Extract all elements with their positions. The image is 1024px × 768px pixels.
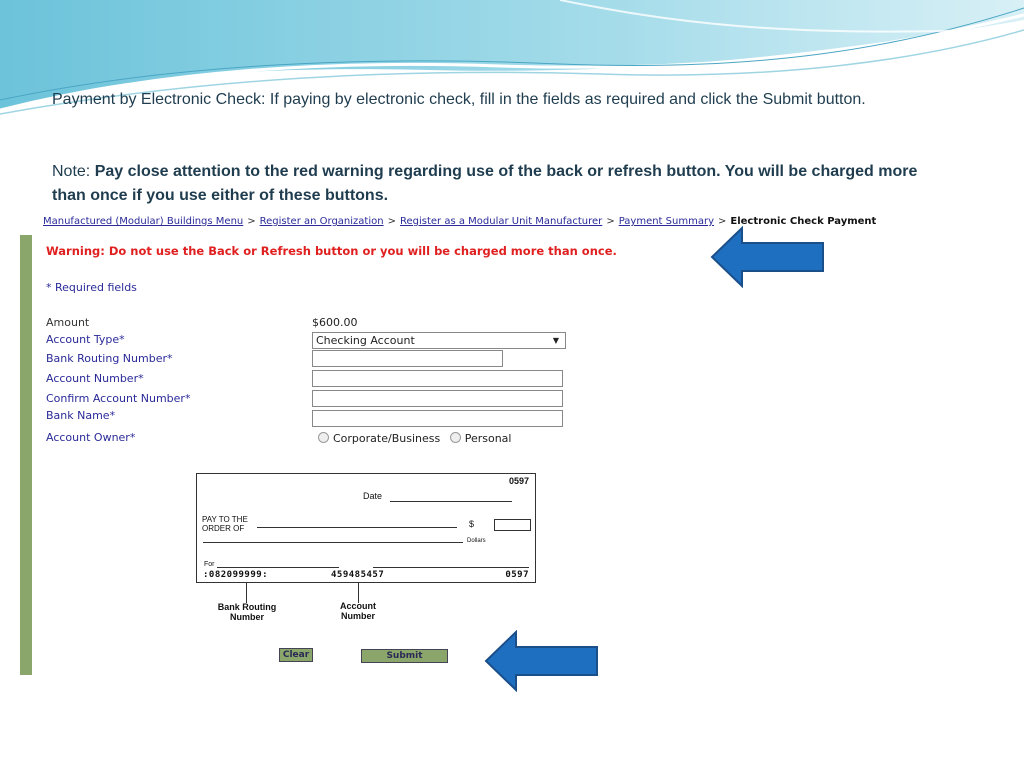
breadcrumb-link-register-organization[interactable]: Register an Organization — [259, 216, 384, 227]
check-for-label: For — [204, 561, 215, 568]
check-date-line — [390, 501, 512, 502]
left-accent-bar — [20, 235, 32, 675]
check-date-label: Date — [363, 491, 383, 501]
account-caption-line2: Number — [340, 611, 375, 621]
account-owner-label: Account Owner* — [46, 431, 136, 444]
account-number-label: Account Number* — [46, 372, 144, 385]
note-emphasis: Pay close attention to the red warning regarding use of the back or refresh button. You will be charged more than once if you use either of these buttons. — [52, 163, 918, 204]
check-dollars-label: Dollars — [467, 538, 486, 544]
account-type-label: Account Type* — [46, 333, 125, 346]
account-owner-options — [318, 432, 511, 445]
check-dollar-sign: $ — [469, 519, 475, 529]
breadcrumb-separator: > — [606, 216, 615, 227]
confirm-account-number-label: Confirm Account Number* — [46, 392, 191, 405]
account-number-caption — [320, 601, 396, 621]
routing-number-label: Bank Routing Number* — [46, 352, 173, 365]
check-number: 0597 — [508, 476, 529, 486]
clear-button[interactable]: Clear — [279, 648, 313, 662]
check-micr-routing: :082099999: — [203, 570, 269, 580]
routing-caption-line2: Number — [229, 612, 264, 622]
radio-corporate-label: Corporate/Business — [333, 432, 441, 445]
confirm-account-number-input[interactable] — [312, 390, 563, 407]
check-pay-to-line1: PAY TO THE — [202, 515, 248, 524]
account-type-select[interactable] — [312, 332, 566, 349]
radio-personal[interactable] — [450, 432, 461, 443]
breadcrumb-separator: > — [387, 216, 396, 227]
breadcrumb-link-buildings-menu[interactable]: Manufactured (Modular) Buildings Menu — [43, 216, 244, 227]
note-prefix: Note: — [52, 163, 95, 180]
check-pay-to-label — [202, 515, 248, 533]
warning-message: Warning: Do not use the Back or Refresh button or you will be charged more than once. — [46, 244, 617, 258]
dropdown-arrow-icon: ▼ — [552, 336, 559, 345]
account-number-input[interactable] — [312, 370, 563, 387]
radio-corporate[interactable] — [318, 432, 329, 443]
routing-caption-line1: Bank Routing — [217, 602, 277, 612]
breadcrumb-link-payment-summary[interactable]: Payment Summary — [618, 216, 714, 227]
sample-check-illustration — [196, 473, 536, 583]
check-amount-box — [494, 519, 531, 531]
breadcrumb-separator: > — [718, 216, 727, 227]
check-signature-line — [373, 567, 529, 568]
account-type-selected: Checking Account — [316, 334, 415, 347]
breadcrumb-current: Electronic Check Payment — [730, 216, 877, 227]
routing-pointer-line — [246, 582, 247, 603]
check-for-line — [217, 567, 339, 568]
amount-value: $600.00 — [312, 316, 358, 329]
required-fields-note: * Required fields — [46, 281, 137, 294]
submit-button[interactable]: Submit — [361, 649, 448, 663]
radio-personal-label: Personal — [464, 432, 512, 445]
slide-intro-text: Payment by Electronic Check: If paying by electronic check, fill in the fields as required and click the Submit button. — [52, 91, 866, 108]
check-pay-to-line2: ORDER OF — [202, 524, 245, 533]
bank-name-label: Bank Name* — [46, 409, 116, 422]
routing-number-caption — [200, 602, 294, 622]
amount-label: Amount — [46, 316, 90, 329]
breadcrumb-link-register-manufacturer[interactable]: Register as a Modular Unit Manufacturer — [399, 216, 603, 227]
account-caption-line1: Account — [340, 601, 376, 611]
check-dollars-line — [203, 542, 463, 543]
check-micr-account: 459485457 — [331, 570, 385, 580]
check-micr-check-number: 0597 — [505, 570, 529, 580]
routing-number-input[interactable] — [312, 350, 503, 367]
submit-pointer-arrow-icon — [484, 630, 600, 692]
warning-pointer-arrow-icon — [710, 226, 826, 288]
account-pointer-line — [358, 582, 359, 603]
bank-name-input[interactable] — [312, 410, 563, 427]
check-payee-line — [257, 527, 457, 528]
slide-note — [52, 160, 952, 208]
breadcrumb-separator: > — [247, 216, 256, 227]
